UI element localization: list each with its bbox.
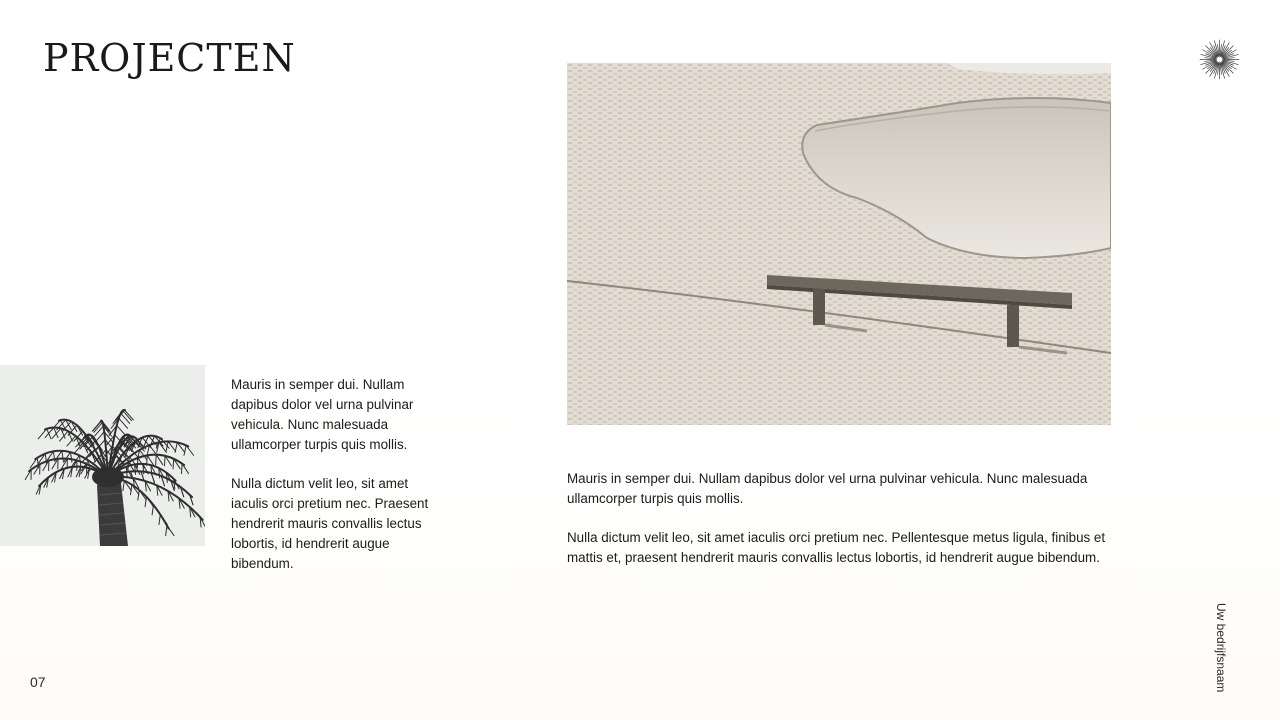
right-text-block — [567, 469, 1127, 587]
plaza-bench-photo — [567, 63, 1111, 425]
page-title: PROJECTEN — [43, 36, 296, 80]
page-number: 07 — [30, 674, 46, 690]
left-text-block — [231, 375, 441, 593]
left-paragraph-1: Mauris in semper dui. Nullam dapibus dolor vel urna pulvinar vehicula. Nunc malesuada ullamcorper turpis quis mollis. — [231, 377, 414, 452]
sunburst-logo-icon — [1199, 39, 1240, 80]
company-name: Uw bedrijfsnaam — [1214, 603, 1228, 693]
palm-tree-photo — [0, 365, 205, 546]
right-paragraph-2: Nulla dictum velit leo, sit amet iaculis orci pretium nec. Pellentesque metus ligula, finibus et mattis et, praesent hendrerit mauris convallis lectus lobortis, id hendrerit augue bibendum. — [567, 530, 1106, 565]
right-paragraph-1: Mauris in semper dui. Nullam dapibus dolor vel urna pulvinar vehicula. Nunc malesuada ullamcorper turpis quis mollis. — [567, 471, 1088, 506]
left-paragraph-2: Nulla dictum velit leo, sit amet iaculis orci pretium nec. Praesent hendrerit mauris convallis lectus lobortis, id hendrerit augue bibendum. — [231, 476, 429, 571]
